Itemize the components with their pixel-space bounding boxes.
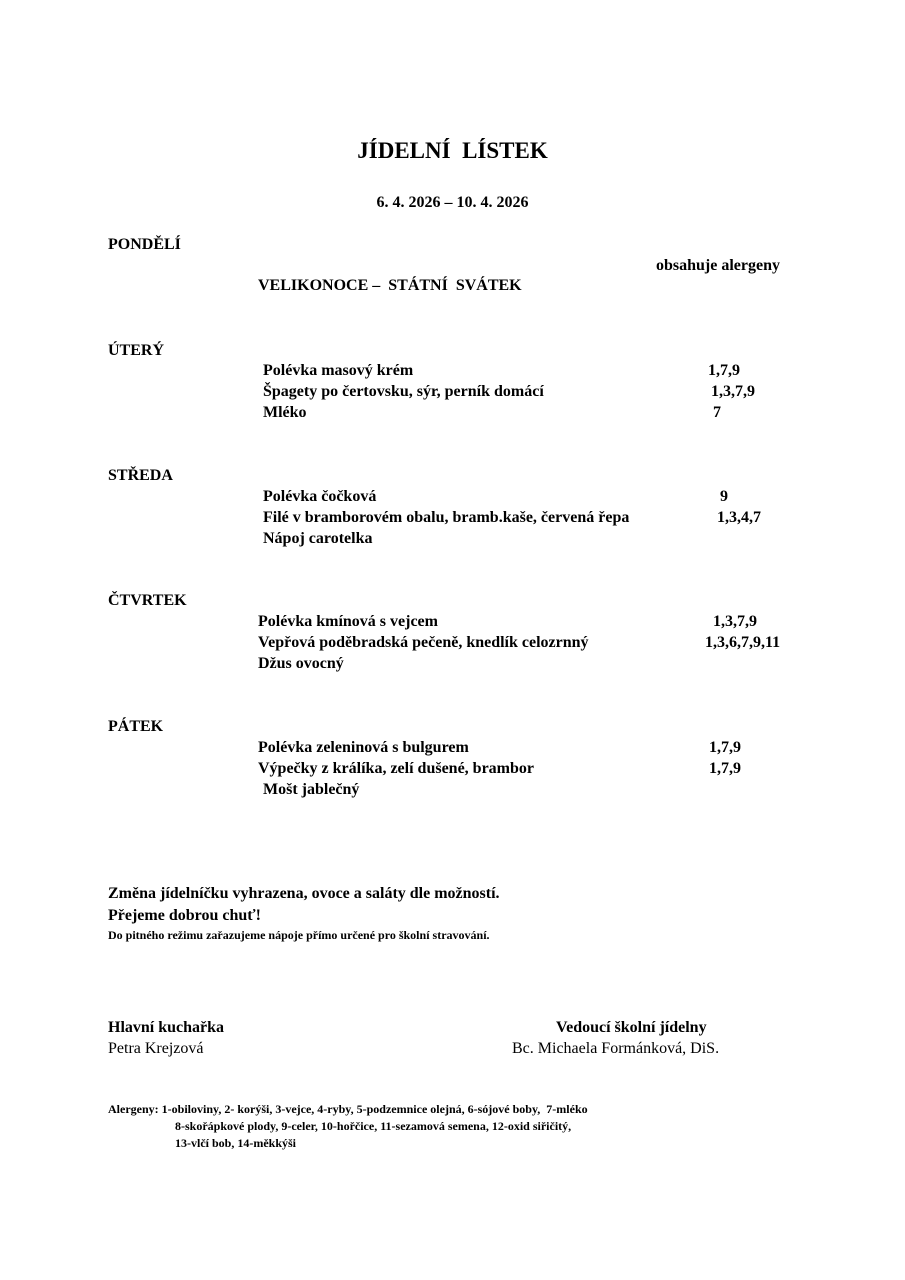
date-range: 6. 4. 2026 – 10. 4. 2026 <box>376 194 529 211</box>
dish: Polévka zeleninová s bulgurem <box>258 739 469 756</box>
footer-note-wish: Přejeme dobrou chuť! <box>108 907 261 924</box>
canteen-manager-name: Bc. Michaela Formánková, DiS. <box>512 1040 720 1057</box>
day-friday: PÁTEK <box>108 718 164 735</box>
dish: Vepřová poděbradská pečeně, knedlík celozrnný <box>258 634 589 651</box>
day-wednesday: STŘEDA <box>108 467 173 484</box>
allergen-legend-line: Alergeny: 1-obiloviny, 2- korýši, 3-vejce, 4-ryby, 5-podzemnice olejná, 6-sójové boby, 7-mléko <box>108 1102 588 1116</box>
footer-note-change: Změna jídelníčku vyhrazena, ovoce a saláty dle možností. <box>108 885 500 902</box>
dish: Filé v bramborovém obalu, bramb.kaše, červená řepa <box>263 509 630 526</box>
allergen-legend-line: 13-vlčí bob, 14-měkkýši <box>175 1136 297 1150</box>
dish: Džus ovocný <box>258 655 344 672</box>
dish-allergens: 1,7,9 <box>709 760 741 777</box>
dish-allergens: 1,3,6,7,9,11 <box>705 634 781 651</box>
dish: Nápoj carotelka <box>263 530 373 547</box>
dish-allergens: 1,7,9 <box>709 739 741 756</box>
dish-allergens: 7 <box>713 404 721 421</box>
dish: Mošt jablečný <box>263 781 360 798</box>
footer-note-drinks: Do pitného režimu zařazujeme nápoje přímo určené pro školní stravování. <box>108 928 490 942</box>
page-title: JÍDELNÍ LÍSTEK <box>357 138 548 163</box>
head-cook-role: Hlavní kuchařka <box>108 1019 225 1036</box>
day-tuesday: ÚTERÝ <box>108 342 165 359</box>
day-monday: PONDĚLÍ <box>108 236 181 253</box>
dish: Výpečky z králíka, zelí dušené, brambor <box>258 760 534 777</box>
dish: Polévka masový krém <box>263 362 414 379</box>
holiday-note: VELIKONOCE – STÁTNÍ SVÁTEK <box>258 277 522 294</box>
dish-allergens: 1,7,9 <box>708 362 740 379</box>
dish-allergens: 1,3,7,9 <box>711 383 755 400</box>
dish: Polévka kmínová s vejcem <box>258 613 438 630</box>
dish: Mléko <box>263 404 307 421</box>
canteen-manager-role: Vedoucí školní jídelny <box>556 1019 707 1036</box>
dish-allergens: 9 <box>720 488 728 505</box>
allergen-legend-line: 8-skořápkové plody, 9-celer, 10-hořčice, 11-sezamová semena, 12-oxid siřičitý, <box>175 1119 572 1133</box>
dish-allergens: 1,3,7,9 <box>713 613 757 630</box>
dish: Polévka čočková <box>263 488 377 505</box>
head-cook-name: Petra Krejzová <box>108 1040 204 1057</box>
dish: Špagety po čertovsku, sýr, perník domácí <box>263 383 544 400</box>
day-thursday: ČTVRTEK <box>108 592 187 609</box>
allergens-header: obsahuje alergeny <box>656 257 780 274</box>
dish-allergens: 1,3,4,7 <box>717 509 761 526</box>
